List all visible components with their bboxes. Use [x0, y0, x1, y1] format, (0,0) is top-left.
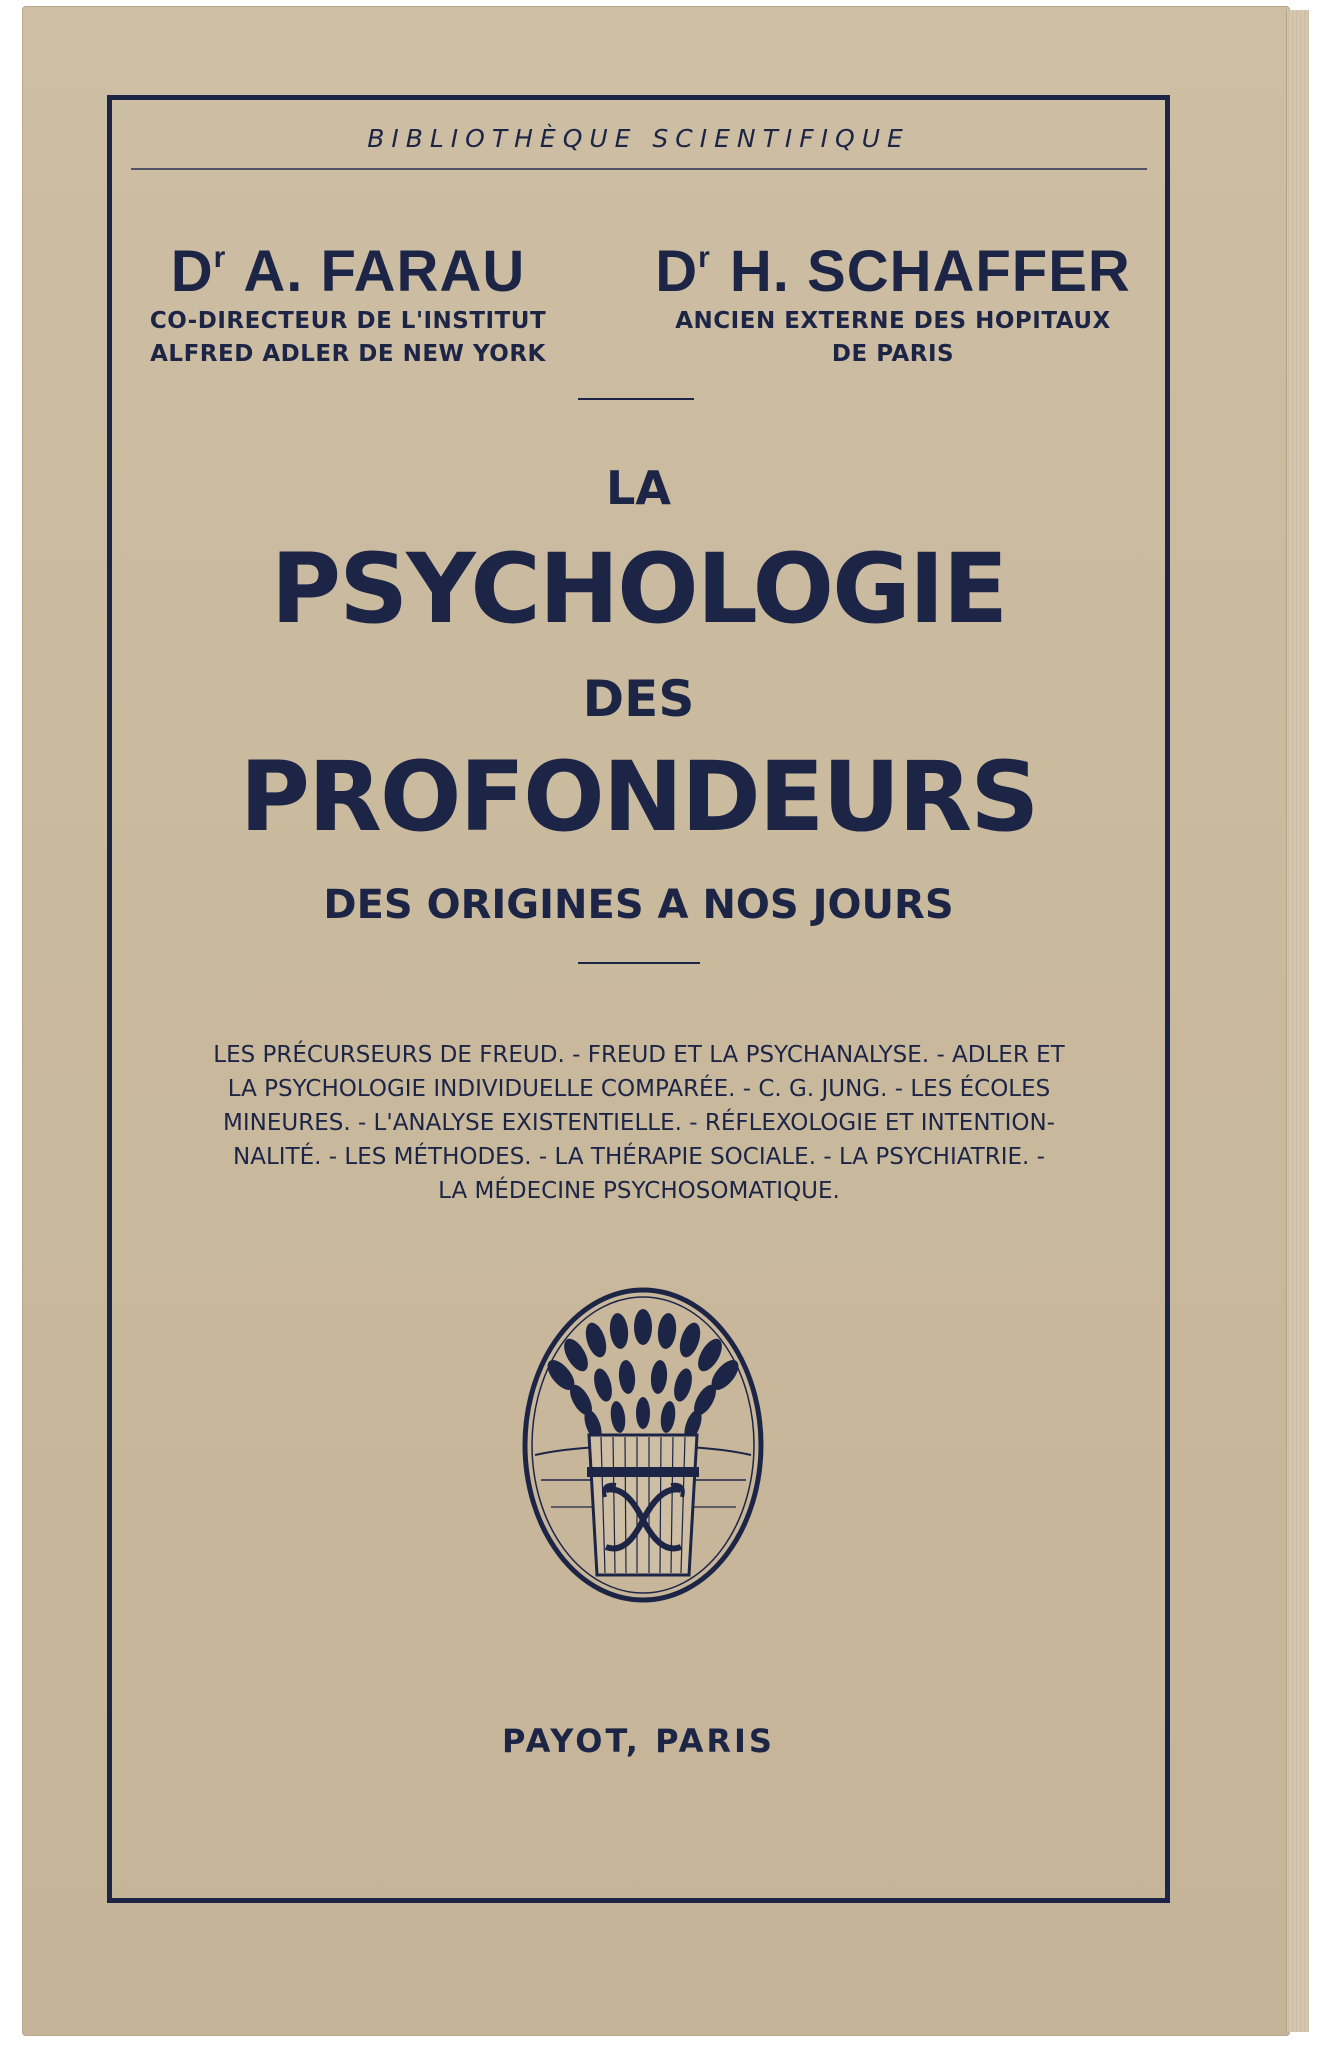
title-psychologie: PSYCHOLOGIE: [270, 533, 1007, 645]
series-rule: [131, 168, 1147, 170]
author-right-role-1: ANCIEN EXTERNE DES HOPITAUX: [675, 308, 1111, 334]
title-profondeurs: PROFONDEURS: [239, 741, 1038, 853]
author-left-role-2: ALFRED ADLER DE NEW YORK: [150, 341, 546, 367]
contents-line: MINEURES. - L'ANALYSE EXISTENTIELLE. - RÉFLEXOLOGIE ET INTENTION-: [223, 1110, 1055, 1136]
author-left: [118, 225, 578, 371]
subtitle: DES ORIGINES A NOS JOURS: [323, 882, 954, 928]
contents-line: LES PRÉCURSEURS DE FREUD. - FREUD ET LA PSYCHANALYSE. - ADLER ET: [213, 1042, 1065, 1068]
author-left-name: $D^r$ A. FARAU: [170, 239, 526, 304]
contents-line: LA MÉDECINE PSYCHOSOMATIQUE.: [438, 1178, 840, 1204]
page-edges: [1286, 10, 1309, 2032]
contents-line: LA PSYCHOLOGIE INDIVIDUELLE COMPARÉE. - C. G. JUNG. - LES ÉCOLES: [227, 1076, 1051, 1102]
title-la: LA: [606, 461, 671, 515]
title-des: DES: [582, 670, 695, 728]
author-right-role-2: DE PARIS: [831, 341, 955, 367]
series-name: BIBLIOTHÈQUE SCIENTIFIQUE: [367, 124, 910, 153]
divider-top: [578, 398, 694, 400]
wheat-sheaf-emblem-icon: [521, 1285, 766, 1605]
author-left-role-1: CO-DIRECTEUR DE L'INSTITUT: [149, 308, 547, 334]
contents-line: NALITÉ. - LES MÉTHODES. - LA THÉRAPIE SOCIALE. - LA PSYCHIATRIE. -: [233, 1144, 1045, 1170]
author-right: [638, 225, 1148, 371]
divider-bottom: [578, 962, 700, 964]
table-of-contents: [160, 1038, 1118, 1208]
publisher: PAYOT, PARIS: [502, 1722, 775, 1760]
author-right-name: $D^r$ H. SCHAFFER: [655, 239, 1131, 304]
